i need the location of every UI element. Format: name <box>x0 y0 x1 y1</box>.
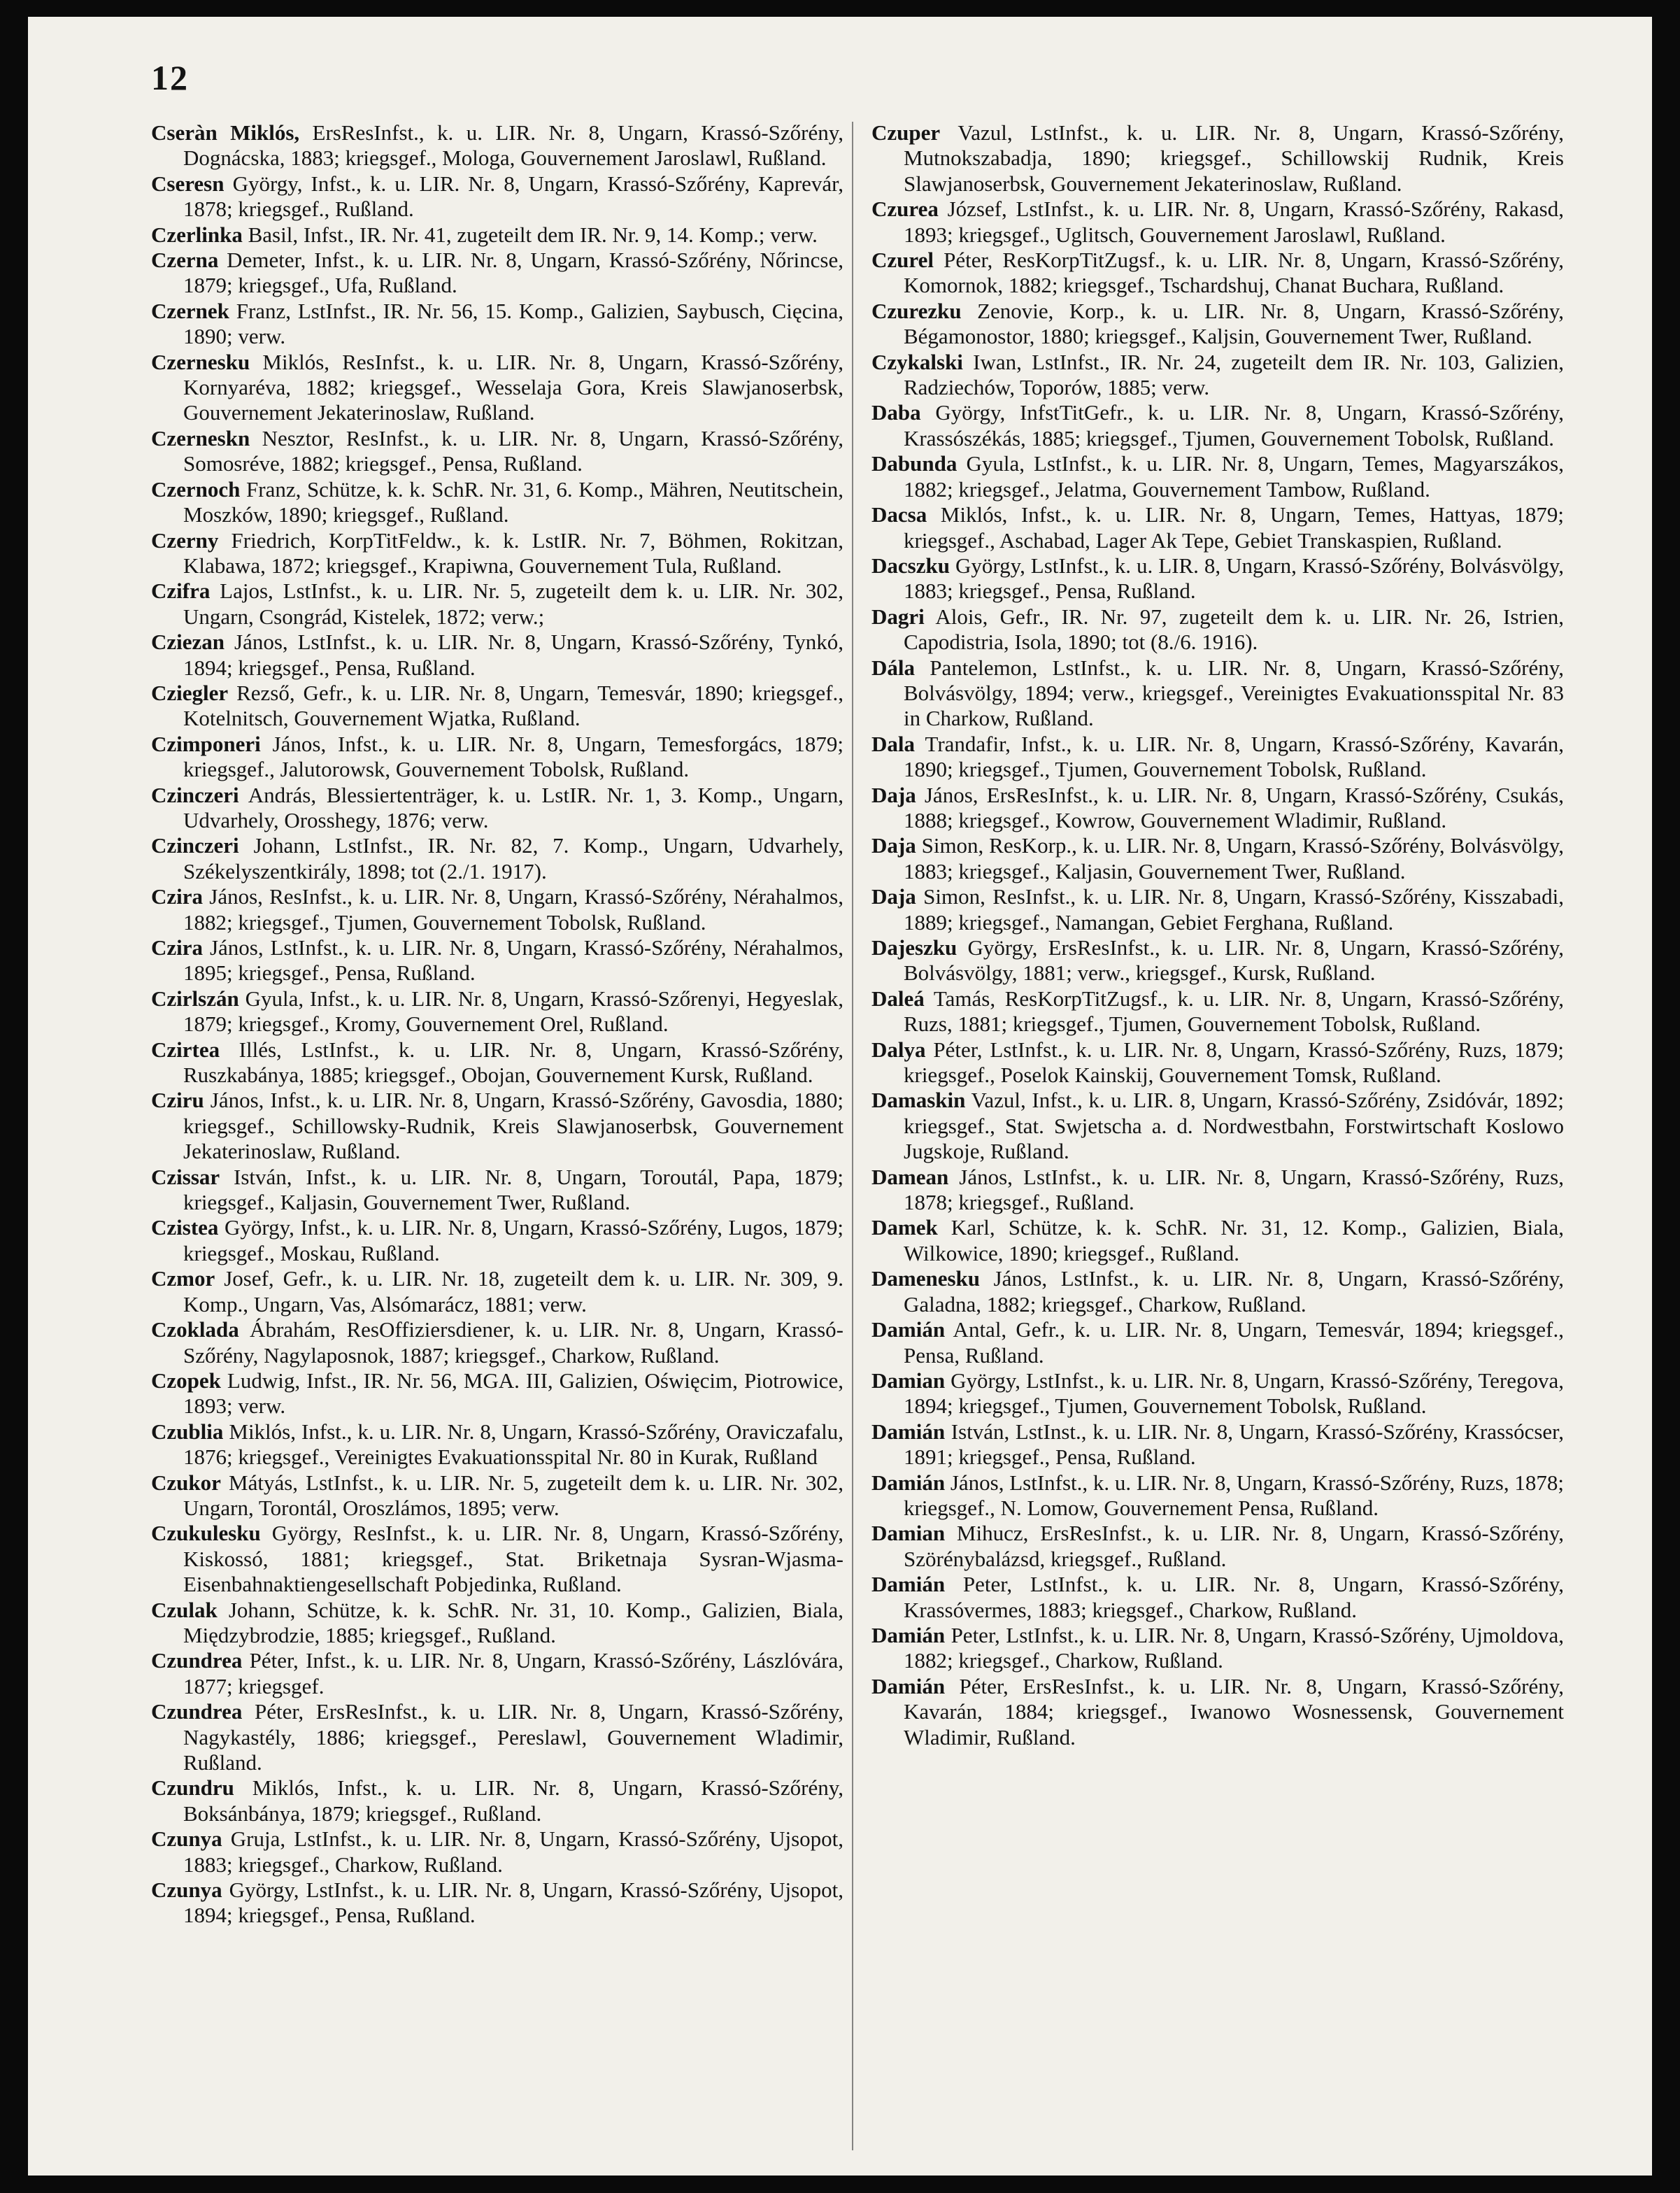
entry-surname: Damián <box>871 1470 946 1495</box>
entry-surname: Dajeszku <box>871 935 958 960</box>
page-number: 12 <box>151 58 189 97</box>
entry-surname: Dacszku <box>871 553 950 578</box>
entry-surname: Damek <box>871 1215 938 1240</box>
register-entry <box>871 655 1564 732</box>
entry-surname: Daja <box>871 884 916 909</box>
entry-details: Mátyás, LstInfst., k. u. LIR. Nr. 5, zugeteilt dem k. u. LIR. Nr. 302, Ungarn, Torontál, Oroszlámos, 1895; verw. <box>183 1470 843 1520</box>
register-entry <box>151 1266 843 1317</box>
register-entry <box>151 1037 843 1088</box>
register-entry <box>871 986 1564 1037</box>
entry-details: János, Infst., k. u. LIR. Nr. 8, Ungarn, Krassó-Szőrény, Gavosdia, 1880; kriegsgef., Schillowsky-Rudnik, Kreis Slawjanoserbsk, Gouvernement Jekaterinoslaw, Rußland. <box>183 1088 843 1164</box>
entry-surname: Czunya <box>151 1826 222 1852</box>
entry-details: Gyula, LstInfst., k. u. LIR. Nr. 8, Ungarn, Temes, Magyarszákos, 1882; kriegsgef., Jelatma, Gouvernement Tambow, Rußland. <box>904 451 1564 502</box>
entry-details: Josef, Gefr., k. u. LIR. Nr. 18, zugeteilt dem k. u. LIR. Nr. 309, 9. Komp., Ungarn, Vas, Alsómarácz, 1881; verw. <box>183 1266 843 1316</box>
register-entry <box>871 1088 1564 1164</box>
entry-details: Alois, Gefr., IR. Nr. 97, zugeteilt dem k. u. LIR. Nr. 26, Istrien, Capodistria, Isola, 1890; tot (8./6. 1916). <box>904 604 1564 655</box>
register-entry <box>151 299 843 350</box>
entry-surname: Cziru <box>151 1088 204 1113</box>
entry-details: Gyula, Infst., k. u. LIR. Nr. 8, Ungarn, Krassó-Szőrenyi, Hegyeslak, 1879; kriegsgef., Kromy, Gouvernement Orel, Rußland. <box>183 986 843 1037</box>
register-entry <box>151 120 843 171</box>
entry-details: János, LstInfst., k. u. LIR. Nr. 8, Ungarn, Krassó-Szőrény, Ruzs, 1878; kriegsgef., N. Lomow, Gouvernement Pensa, Rußland. <box>904 1470 1564 1520</box>
entry-details: Tamás, ResKorpTitZugsf., k. u. LIR. Nr. 8, Ungarn, Krassó-Szőrény, Ruzs, 1881; kriegsgef., Tjumen, Gouvernement Tobolsk, Rußland. <box>904 986 1564 1037</box>
register-entry <box>871 1037 1564 1088</box>
register-entry <box>151 630 843 681</box>
entry-surname: Czundru <box>151 1775 234 1801</box>
entry-details: János, LstInfst., k. u. LIR. Nr. 8, Ungarn, Krassó-Szőrény, Galadna, 1882; kriegsgef., Charkow, Rußland. <box>904 1266 1564 1316</box>
entry-details: Friedrich, KorpTitFeldw., k. k. LstIR. Nr. 7, Böhmen, Rokitzan, Klabawa, 1872; kriegsgef., Krapiwna, Gouvernement Tula, Rußland. <box>183 527 843 578</box>
register-entry <box>151 783 843 834</box>
entry-surname: Czerlinka <box>151 222 243 247</box>
entry-details: Zenovie, Korp., k. u. LIR. Nr. 8, Ungarn, Krassó-Szőrény, Bégamonostor, 1880; kriegsgef., Kaljsin, Gouvernement Twer, Rußland. <box>904 298 1564 349</box>
entry-details: György, ResInfst., k. u. LIR. Nr. 8, Ungarn, Krassó-Szőrény, Kiskossó, 1881; kriegsgef., Stat. Briketnaja Sysran-Wjasma-Eisenbahnaktiengesellschaft Pobjedinka, Rußland. <box>183 1521 843 1597</box>
register-entry <box>871 884 1564 935</box>
entry-surname: Damián <box>871 1419 946 1444</box>
entry-details: Mihucz, ErsResInfst., k. u. LIR. Nr. 8, Ungarn, Krassó-Szőrény, Szörénybalázsd, kriegsgef., Rußland. <box>904 1521 1564 1571</box>
register-entry <box>871 1215 1564 1266</box>
entry-surname: Czulak <box>151 1597 218 1622</box>
scanned-page <box>28 17 1652 2176</box>
entry-details: György, InfstTitGefr., k. u. LIR. Nr. 8, Ungarn, Krassó-Szőrény, Krassószékás, 1885; kriegsgef., Tjumen, Gouvernement Tobolsk, Rußland. <box>904 400 1564 450</box>
register-entry <box>151 350 843 426</box>
entry-surname: Czira <box>151 884 204 909</box>
register-entry <box>871 350 1564 401</box>
entry-surname: Czimponeri <box>151 731 261 756</box>
entry-details: Gruja, LstInfst., k. u. LIR. Nr. 8, Ungarn, Krassó-Szőrény, Ujsopot, 1883; kriegsgef., Charkow, Rußland. <box>183 1826 843 1877</box>
entry-details: Vazul, Infst., k. u. LIR. 8, Ungarn, Krassó-Szőrény, Zsidóvár, 1892; kriegsgef., Stat. Swjetscha a. d. Nordwestbahn, Forstwirtschaft Koslowo Jugskoje, Rußland. <box>904 1088 1564 1164</box>
entry-details: István, Infst., k. u. LIR. Nr. 8, Ungarn, Toroutál, Papa, 1879; kriegsgef., Kaljasin, Gouvernement Twer, Rußland. <box>183 1164 843 1215</box>
entry-details: György, LstInfst., k. u. LIR. 8, Ungarn, Krassó-Szőrény, Bolvásvölgy, 1883; kriegsgef., Pensa, Rußland. <box>904 553 1564 604</box>
register-entry <box>151 884 843 935</box>
entry-surname: Damián <box>871 1622 946 1647</box>
register-entry <box>871 400 1564 451</box>
entry-surname: Czopek <box>151 1368 221 1393</box>
register-entry <box>151 1165 843 1216</box>
register-entry <box>151 528 843 579</box>
register-entry <box>871 299 1564 350</box>
entry-details: Rezső, Gefr., k. u. LIR. Nr. 8, Ungarn, Temesvár, 1890; kriegsgef., Kotelnitsch, Gouvernement Wjatka, Rußland. <box>183 680 843 731</box>
register-entry <box>151 1521 843 1597</box>
register-entry <box>151 935 843 986</box>
entry-details: Peter, LstInfst., k. u. LIR. Nr. 8, Ungarn, Krassó-Szőrény, Krassóvermes, 1883; kriegsgef., Charkow, Rußland. <box>904 1572 1564 1622</box>
register-entry <box>151 1317 843 1368</box>
entry-details: Franz, LstInfst., IR. Nr. 56, 15. Komp., Galizien, Saybusch, Cięcina, 1890; verw. <box>183 298 843 349</box>
entry-details: Vazul, LstInfst., k. u. LIR. Nr. 8, Ungarn, Krassó-Szőrény, Mutnokszabadja, 1890; kriegsgef., Schillowskij Rudnik, Kreis Slawjanoserbsk, Gouvernement Jekaterinoslaw, Rußland. <box>904 120 1564 196</box>
entry-surname: Damián <box>871 1317 946 1342</box>
register-entry <box>871 1674 1564 1750</box>
entry-surname: Dagri <box>871 604 925 629</box>
entry-surname: Czernoch <box>151 476 241 502</box>
entry-details: Miklós, Infst., k. u. LIR. Nr. 8, Ungarn, Krassó-Szőrény, Oraviczafalu, 1876; kriegsgef., Vereinigtes Evakuationsspital Nr. 80 in Kurak, Rußland <box>183 1419 843 1470</box>
entry-details: Simon, ResInfst., k. u. LIR. Nr. 8, Ungarn, Krassó-Szőrény, Kisszabadi, 1889; kriegsgef., Namangan, Gebiet Ferghana, Rußland. <box>904 884 1564 935</box>
register-entry <box>151 477 843 528</box>
entry-surname: Czernek <box>151 298 229 323</box>
entry-surname: Czykalski <box>871 349 963 374</box>
register-entry <box>151 1088 843 1164</box>
entry-details: Simon, ResKorp., k. u. LIR. Nr. 8, Ungarn, Krassó-Szőrény, Bolvásvölgy, 1883; kriegsgef., Kaljasin, Gouvernement Twer, Rußland. <box>904 833 1564 883</box>
register-entry <box>871 248 1564 299</box>
entry-surname: Czukor <box>151 1470 221 1495</box>
right-column <box>871 120 1564 1750</box>
entry-details: Ábrahám, ResOffiziersdiener, k. u. LIR. Nr. 8, Ungarn, Krassó-Szőrény, Nagylaposnok, 1887; kriegsgef., Charkow, Rußland. <box>183 1317 843 1368</box>
entry-surname: Czublia <box>151 1419 224 1444</box>
column-divider <box>852 122 853 2150</box>
entry-details: Péter, ResKorpTitZugsf., k. u. LIR. Nr. 8, Ungarn, Krassó-Szőrény, Komornok, 1882; kriegsgef., Tschardshuj, Chanat Buchara, Rußland. <box>904 248 1564 298</box>
entry-surname: Czissar <box>151 1164 220 1189</box>
entry-surname: Czukulesku <box>151 1521 261 1546</box>
entry-details: Iwan, LstInfst., IR. Nr. 24, zugeteilt dem IR. Nr. 103, Galizien, Radziechów, Toporów, 1885; verw. <box>904 349 1564 400</box>
entry-surname: Czunya <box>151 1878 222 1903</box>
entry-details: Miklós, Infst., k. u. LIR. Nr. 8, Ungarn, Temes, Hattyas, 1879; kriegsgef., Aschabad, Lager Ak Tepe, Gebiet Transkaspien, Rußland. <box>904 502 1564 553</box>
entry-details: János, Infst., k. u. LIR. Nr. 8, Ungarn, Temesforgács, 1879; kriegsgef., Jalutorowsk, Gouvernement Tobolsk, Rußland. <box>183 731 843 782</box>
register-entry <box>871 732 1564 783</box>
entry-surname: Dalya <box>871 1037 926 1062</box>
entry-surname: Cziegler <box>151 680 229 705</box>
entry-details: György, Infst., k. u. LIR. Nr. 8, Ungarn, Krassó-Szőrény, Kaprevár, 1878; kriegsgef., Rußland. <box>183 171 843 222</box>
left-column <box>151 120 843 1929</box>
entry-surname: Czistea <box>151 1215 219 1240</box>
entry-details: Ludwig, Infst., IR. Nr. 56, MGA. III, Galizien, Oświęcim, Piotrowice, 1893; verw. <box>183 1368 843 1419</box>
entry-surname: Damián <box>871 1673 946 1698</box>
entry-details: Illés, LstInfst., k. u. LIR. Nr. 8, Ungarn, Krassó-Szőrény, Ruszkabánya, 1885; kriegsgef., Obojan, Gouvernement Kursk, Rußland. <box>183 1037 843 1088</box>
entry-surname: Cseresn <box>151 171 225 196</box>
entry-details: Lajos, LstInfst., k. u. LIR. Nr. 5, zugeteilt dem k. u. LIR. Nr. 302, Ungarn, Csongrád, Kistelek, 1872; verw.; <box>183 579 843 629</box>
entry-surname: Czundrea <box>151 1648 243 1673</box>
entry-surname: Damenesku <box>871 1266 981 1291</box>
register-entry <box>151 248 843 299</box>
entry-details: János, LstInfst., k. u. LIR. Nr. 8, Ungarn, Krassó-Szőrény, Ruzs, 1878; kriegsgef., Rußland. <box>904 1164 1564 1215</box>
entry-details: György, Infst., k. u. LIR. Nr. 8, Ungarn, Krassó-Szőrény, Lugos, 1879; kriegsgef., Moskau, Rußland. <box>183 1215 843 1265</box>
entry-details: Antal, Gefr., k. u. LIR. Nr. 8, Ungarn, Temesvár, 1894; kriegsgef., Pensa, Rußland. <box>904 1317 1564 1368</box>
register-entry <box>871 604 1564 655</box>
entry-details: András, Blessiertenträger, k. u. LstIR. Nr. 1, 3. Komp., Ungarn, Udvarhely, Orosshegy, 1876; verw. <box>183 782 843 832</box>
entry-details: Demeter, Infst., k. u. LIR. Nr. 8, Ungarn, Krassó-Szőrény, Nőrincse, 1879; kriegsgef., Ufa, Rußland. <box>183 248 843 298</box>
register-entry <box>151 1598 843 1649</box>
entry-surname: Damean <box>871 1164 949 1189</box>
entry-details: Pantelemon, LstInfst., k. u. LIR. Nr. 8, Ungarn, Krassó-Szőrény, Bolvásvölgy, 1894; verw., kriegsgef., Vereinigtes Evakuationsspital Nr. 83 in Charkow, Rußland. <box>904 655 1564 731</box>
entry-surname: Czifra <box>151 579 211 604</box>
entry-surname: Damian <box>871 1521 946 1546</box>
entry-surname: Czernesku <box>151 349 250 374</box>
register-entry <box>871 1572 1564 1623</box>
entry-surname: Dala <box>871 731 915 756</box>
register-entry <box>871 833 1564 884</box>
entry-details: Peter, LstInfst., k. u. LIR. Nr. 8, Ungarn, Krassó-Szőrény, Ujmoldova, 1882; kriegsgef., Charkow, Rußland. <box>904 1622 1564 1673</box>
entry-surname: Czirlszán <box>151 986 239 1011</box>
entry-surname: Czerna <box>151 248 219 273</box>
entry-surname: Daja <box>871 833 916 858</box>
entry-details: György, LstInfst., k. u. LIR. Nr. 8, Ungarn, Krassó-Szőrény, Teregova, 1894; kriegsgef., Tjumen, Gouvernement Tobolsk, Rußland. <box>904 1368 1564 1419</box>
register-entry <box>151 1775 843 1826</box>
entry-details: György, ErsResInfst., k. u. LIR. Nr. 8, Ungarn, Krassó-Szőrény, Bolvásvölgy, 1881; verw., kriegsgef., Kursk, Rußland. <box>904 935 1564 986</box>
entry-details: Franz, Schütze, k. k. SchR. Nr. 31, 6. Komp., Mähren, Neutitschein, Moszków, 1890; kriegsgef., Rußland. <box>183 476 843 527</box>
register-entry <box>151 833 843 884</box>
entry-details: Péter, ErsResInfst., k. u. LIR. Nr. 8, Ungarn, Krassó-Szőrény, Nagykastély, 1886; kriegsgef., Pereslawl, Gouvernement Wladimir, Rußland. <box>183 1699 843 1775</box>
entry-surname: Czirtea <box>151 1037 220 1062</box>
entry-surname: Czundrea <box>151 1699 243 1724</box>
register-entry <box>871 502 1564 553</box>
entry-surname: Cseràn Miklós, <box>151 120 300 145</box>
register-entry <box>871 935 1564 986</box>
register-entry <box>871 120 1564 197</box>
entry-details: Johann, Schütze, k. k. SchR. Nr. 31, 10. Komp., Galizien, Biala, Międzybrodzie, 1885; kriegsgef., Rußland. <box>183 1597 843 1647</box>
entry-details: György, LstInfst., k. u. LIR. Nr. 8, Ungarn, Krassó-Szőrény, Ujsopot, 1894; kriegsgef., Pensa, Rußland. <box>183 1878 843 1928</box>
register-entry <box>871 1470 1564 1521</box>
register-entry <box>151 1826 843 1878</box>
register-entry <box>871 197 1564 248</box>
entry-surname: Czurea <box>871 197 939 222</box>
register-entry <box>151 1470 843 1521</box>
register-entry <box>871 1419 1564 1470</box>
entry-details: István, LstInst., k. u. LIR. Nr. 8, Ungarn, Krassó-Szőrény, Krassócser, 1891; kriegsgef., Pensa, Rußland. <box>904 1419 1564 1470</box>
entry-details: ErsResInfst., k. u. LIR. Nr. 8, Ungarn, Krassó-Szőrény, Dognácska, 1883; kriegsgef., Mologa, Gouvernement Jaroslawl, Rußland. <box>183 120 844 171</box>
entry-details: Johann, LstInfst., IR. Nr. 82, 7. Komp., Ungarn, Udvarhely, Székelyszentkirály, 1898; tot (2./1. 1917). <box>183 833 843 883</box>
entry-details: János, LstInfst., k. u. LIR. Nr. 8, Ungarn, Krassó-Szőrény, Tynkó, 1894; kriegsgef., Pensa, Rußland. <box>183 630 843 680</box>
register-entry <box>151 1368 843 1419</box>
entry-details: Péter, LstInfst., k. u. LIR. Nr. 8, Ungarn, Krassó-Szőrény, Ruzs, 1879; kriegsgef., Poselok Kainskij, Gouvernement Tomsk, Rußland. <box>904 1037 1564 1088</box>
entry-surname: Czinczeri <box>151 782 239 807</box>
register-entry <box>151 681 843 732</box>
register-entry <box>871 1368 1564 1419</box>
entry-surname: Czoklada <box>151 1317 239 1342</box>
register-entry <box>151 426 843 477</box>
entry-details: János, ErsResInfst., k. u. LIR. Nr. 8, Ungarn, Krassó-Szőrény, Csukás, 1888; kriegsgef., Kowrow, Gouvernement Wladimir, Rußland. <box>904 782 1564 832</box>
entry-surname: Dála <box>871 655 915 680</box>
register-entry <box>151 1648 843 1699</box>
entry-surname: Dabunda <box>871 451 958 476</box>
entry-surname: Czmor <box>151 1266 215 1291</box>
entry-details: Karl, Schütze, k. k. SchR. Nr. 31, 12. Komp., Galizien, Biala, Wilkowice, 1890; kriegsgef., Rußland. <box>904 1215 1564 1265</box>
register-entry <box>871 553 1564 604</box>
entry-surname: Daleá <box>871 986 925 1011</box>
entry-details: Trandafir, Infst., k. u. LIR. Nr. 8, Ungarn, Krassó-Szőrény, Kavarán, 1890; kriegsgef., Tjumen, Gouvernement Tobolsk, Rußland. <box>904 731 1564 782</box>
entry-details: János, LstInfst., k. u. LIR. Nr. 8, Ungarn, Krassó-Szőrény, Nérahalmos, 1895; kriegsgef., Pensa, Rußland. <box>183 935 843 986</box>
entry-surname: Czerny <box>151 527 219 553</box>
entry-surname: Damian <box>871 1368 946 1393</box>
register-entry <box>871 1623 1564 1674</box>
register-entry <box>151 222 843 248</box>
entry-surname: Daba <box>871 400 921 425</box>
entry-details: Péter, Infst., k. u. LIR. Nr. 8, Ungarn, Krassó-Szőrény, Lászlóvára, 1877; kriegsgef. <box>183 1648 843 1698</box>
entry-surname: Czurel <box>871 248 934 273</box>
register-entry <box>871 451 1564 502</box>
register-entry <box>151 1419 843 1470</box>
register-entry <box>151 1878 843 1929</box>
entry-details: Basil, Infst., IR. Nr. 41, zugeteilt dem IR. Nr. 9, 14. Komp.; verw. <box>242 222 818 247</box>
entry-surname: Czuper <box>871 120 941 145</box>
entry-surname: Damaskin <box>871 1088 966 1113</box>
register-entry <box>871 1317 1564 1368</box>
entry-surname: Cziezan <box>151 630 225 655</box>
entry-details: Miklós, ResInfst., k. u. LIR. Nr. 8, Ungarn, Krassó-Szőrény, Kornyaréva, 1882; kriegsgef., Wesselaja Gora, Kreis Slawjanoserbsk, Gouvernement Jekaterinoslaw, Rußland. <box>183 349 843 425</box>
entry-details: József, LstInfst., k. u. LIR. Nr. 8, Ungarn, Krassó-Szőrény, Rakasd, 1893; kriegsgef., Uglitsch, Gouvernement Jaroslawl, Rußland. <box>904 197 1564 247</box>
entry-surname: Czinczeri <box>151 833 239 858</box>
entry-surname: Damián <box>871 1572 946 1597</box>
entry-details: Miklós, Infst., k. u. LIR. Nr. 8, Ungarn, Krassó-Szőrény, Boksánbánya, 1879; kriegsgef., Rußland. <box>183 1775 843 1826</box>
entry-surname: Czerneskn <box>151 425 250 450</box>
register-entry <box>151 1215 843 1266</box>
entry-details: János, ResInfst., k. u. LIR. Nr. 8, Ungarn, Krassó-Szőrény, Nérahalmos, 1882; kriegsgef., Tjumen, Gouvernement Tobolsk, Rußland. <box>183 884 843 935</box>
entry-surname: Czira <box>151 935 204 960</box>
register-entry <box>871 1521 1564 1572</box>
entry-surname: Daja <box>871 782 916 807</box>
entry-details: Nesztor, ResInfst., k. u. LIR. Nr. 8, Ungarn, Krassó-Szőrény, Somosréve, 1882; kriegsgef., Pensa, Rußland. <box>183 425 843 476</box>
register-entry <box>871 1165 1564 1216</box>
register-entry <box>151 732 843 783</box>
entry-details: Péter, ErsResInfst., k. u. LIR. Nr. 8, Ungarn, Krassó-Szőrény, Kavarán, 1884; kriegsgef., Iwanowo Wosnessensk, Gouvernement Wladimir, Rußland. <box>904 1673 1564 1750</box>
entry-surname: Dacsa <box>871 502 927 527</box>
register-entry <box>151 1699 843 1775</box>
register-entry <box>871 783 1564 834</box>
register-entry <box>871 1266 1564 1317</box>
register-entry <box>151 986 843 1037</box>
entry-surname: Czurezku <box>871 298 962 323</box>
register-entry <box>151 579 843 630</box>
register-entry <box>151 171 843 222</box>
